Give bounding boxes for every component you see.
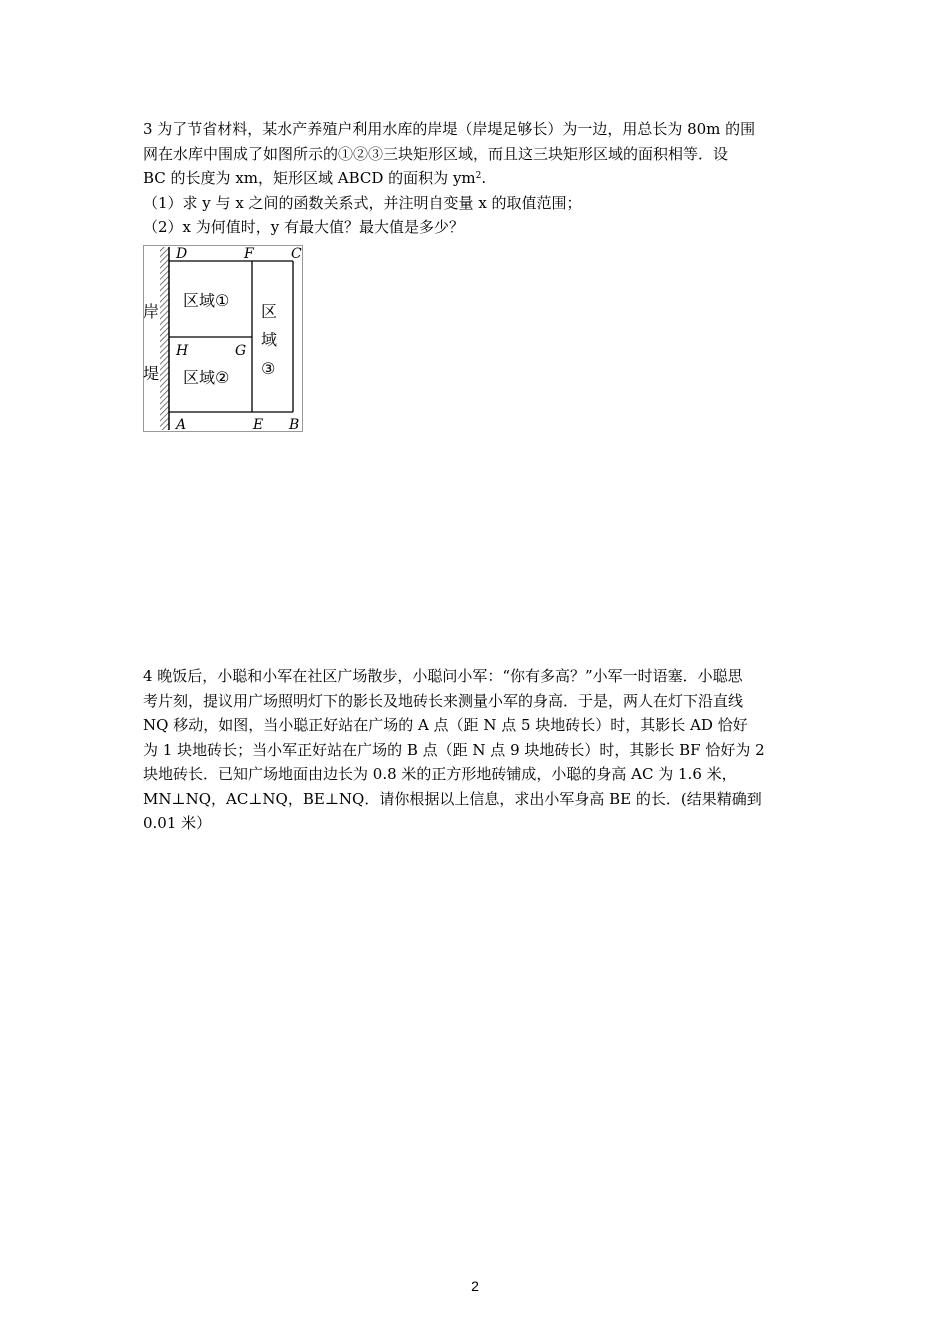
region-3-char-3: ③ — [261, 359, 276, 378]
label-f: F — [244, 246, 254, 262]
label-h: H — [176, 343, 189, 359]
q4-line-7: 0.01 米） — [143, 814, 212, 832]
label-e: E — [253, 417, 264, 433]
region-1-label: 区域① — [183, 291, 230, 310]
q3-line-2: 网在水库中围成了如图所示的①②③三块矩形区域，而且这三块矩形区域的面积相等．设 — [143, 144, 729, 163]
q3-line-3: BC 的长度为 xm，矩形区域 ABCD 的面积为 $ym^2$. — [143, 169, 487, 187]
region-3-char-2: 域 — [261, 330, 278, 349]
q4-line-4: 为 1 块地砖长；当小军正好站在广场的 B 点（距 N 点 9 块地砖长）时，其影长 BF 恰好为 2 — [143, 740, 765, 759]
label-c: C — [291, 246, 302, 262]
bank-hatching — [160, 247, 169, 430]
q3-line-1: 3 为了节省材料，某水产养殖户利用水库的岸堤（岸堤足够长）为一边，用总长为 80m 的围 — [143, 120, 756, 138]
question-4 — [143, 664, 811, 836]
bank-text-an: 岸 — [143, 302, 160, 321]
q4-line-6: MN⊥NQ，AC⊥NQ，BE⊥NQ．请你根据以上信息，求出小军身高 BE 的长．(结果精确到 — [143, 789, 762, 808]
label-b: B — [289, 417, 300, 433]
q3-part-2: （2）x 为何值时，y 有最大值？最大值是多少？ — [143, 218, 465, 236]
q4-line-3: NQ 移动，如图，当小聪正好站在广场的 A 点（距 N 点 5 块地砖长）时，其影长 AD 恰好 — [143, 716, 748, 734]
label-a: A — [176, 417, 187, 433]
region-diagram — [143, 245, 305, 433]
q4-line-5: 块地砖长．已知广场地面由边长为 0.8 米的正方形地砖铺成，小聪的身高 AC 为 1.6 米， — [143, 765, 737, 783]
bank-text-di: 堤 — [143, 364, 160, 383]
superscript-2: 2 — [475, 171, 482, 181]
region-3-char-1: 区 — [261, 302, 278, 321]
label-d: D — [176, 246, 188, 262]
label-g: G — [235, 343, 247, 359]
question-3 — [143, 117, 811, 240]
page-number: 2 — [471, 1278, 479, 1294]
q4-line-1: 4 晚饭后，小聪和小军在社区广场散步，小聪问小军：“你有多高？”小军一时语塞．小聪思 — [143, 667, 743, 685]
region-2-label: 区域② — [183, 368, 230, 387]
q3-part-1: （1）求 y 与 x 之间的函数关系式，并注明自变量 x 的取值范围； — [143, 193, 582, 212]
q4-line-2: 考片刻，提议用广场照明灯下的影长及地砖长来测量小军的身高．于是，两人在灯下沿直线 — [143, 691, 744, 710]
